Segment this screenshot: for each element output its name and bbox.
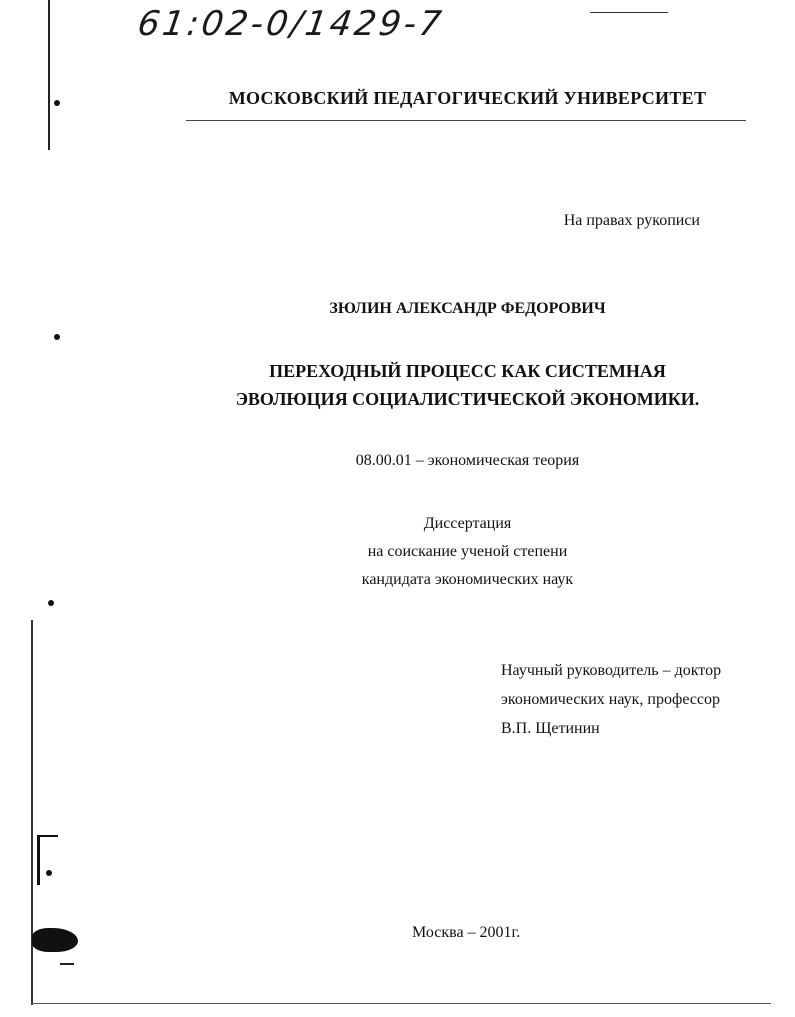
scan-bottom-line — [31, 1003, 771, 1004]
scan-dot — [48, 600, 54, 606]
scientific-advisor — [501, 656, 721, 743]
header-rule — [186, 120, 746, 121]
handwritten-catalog-number: 61:02-0/1429-7 — [135, 4, 447, 44]
advisor-line-1: Научный руководитель – доктор — [501, 662, 722, 679]
scan-ink-blot — [32, 928, 78, 952]
scan-bracket-mark — [37, 835, 58, 885]
author-name: ЗЮЛИН АЛЕКСАНДР ФЕДОРОВИЧ — [329, 300, 606, 317]
scan-dot — [54, 334, 60, 340]
rights-note: На правах рукописи — [563, 212, 700, 229]
advisor-name: В.П. Щетинин — [501, 720, 600, 737]
degree-line-2: на соискание ученой степени — [367, 543, 568, 560]
scan-margin-line — [48, 0, 50, 150]
scan-dash — [60, 963, 74, 965]
degree-line-3: кандидата экономических наук — [361, 571, 574, 588]
degree-line-1: Диссертация — [423, 515, 512, 532]
dissertation-title — [0, 357, 795, 413]
place-year: Москва – 2001г. — [412, 924, 521, 941]
dissertation-degree — [0, 510, 795, 594]
university-name: МОСКОВСКИЙ ПЕДАГОГИЧЕСКИЙ УНИВЕРСИТЕТ — [228, 88, 707, 108]
top-rule — [590, 12, 668, 13]
title-line-2: ЭВОЛЮЦИЯ СОЦИАЛИСТИЧЕСКОЙ ЭКОНОМИКИ. — [235, 389, 700, 409]
specialty-code: 08.00.01 – экономическая теория — [355, 452, 580, 469]
scan-margin-line-lower — [31, 620, 33, 1005]
title-line-1: ПЕРЕХОДНЫЙ ПРОЦЕСС КАК СИСТЕМНАЯ — [269, 361, 666, 381]
advisor-line-2: экономических наук, профессор — [501, 691, 721, 708]
